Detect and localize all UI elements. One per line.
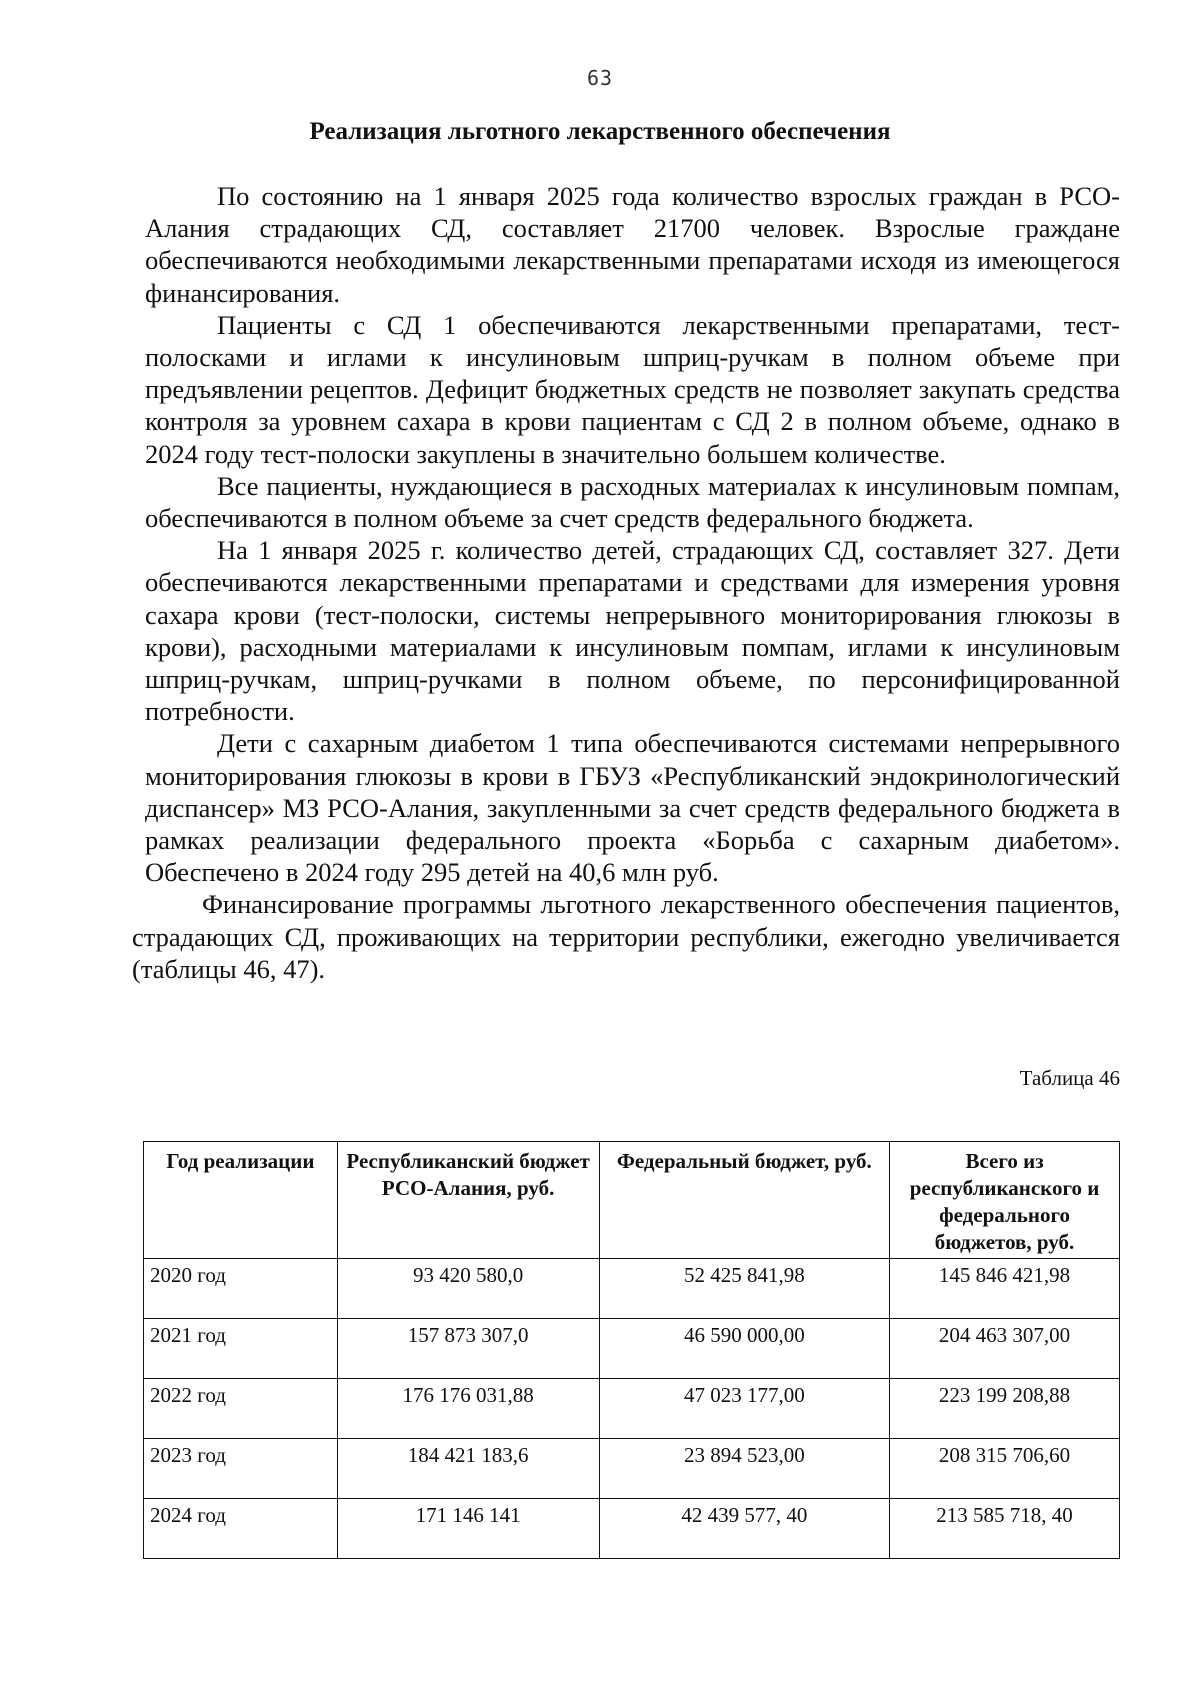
column-header-total: Всего из республиканского и федерального бюджетов, руб. xyxy=(890,1142,1120,1259)
cell-year: 2023 год xyxy=(144,1439,338,1499)
cell-year: 2022 год xyxy=(144,1379,338,1439)
cell-total: 204 463 307,00 xyxy=(890,1319,1120,1379)
column-header-year: Год реализации xyxy=(144,1142,338,1259)
table-row xyxy=(144,1379,1120,1439)
cell-republic-budget: 157 873 307,0 xyxy=(337,1319,599,1379)
table-row xyxy=(144,1319,1120,1379)
cell-federal-budget: 52 425 841,98 xyxy=(599,1259,890,1319)
cell-republic-budget: 171 146 141 xyxy=(337,1499,599,1559)
cell-federal-budget: 46 590 000,00 xyxy=(599,1319,890,1379)
funding-table xyxy=(143,1141,1120,1559)
body-text xyxy=(132,180,1120,985)
cell-year: 2020 год xyxy=(144,1259,338,1319)
cell-federal-budget: 47 023 177,00 xyxy=(599,1379,890,1439)
cell-total: 213 585 718, 40 xyxy=(890,1499,1120,1559)
table-row xyxy=(144,1499,1120,1559)
cell-year: 2021 год xyxy=(144,1319,338,1379)
cell-republic-budget: 184 421 183,6 xyxy=(337,1439,599,1499)
table-row xyxy=(144,1439,1120,1499)
page-number: 63 xyxy=(586,66,614,90)
paragraph: Дети с сахарным диабетом 1 типа обеспечиваются системами непрерывного мониторирования глюкозы в крови в ГБУЗ «Республиканский эндокринологический диспансер» МЗ РСО-Алания, закупленными за счет средств федерального бюджета в рамках реализации федерального проекта «Борьба с сахарным диабетом». Обеспечено в 2024 году 295 детей на 40,6 млн руб. xyxy=(145,728,1120,888)
paragraph: Пациенты с СД 1 обеспечиваются лекарственными препаратами, тест-полосками и иглами к инсулиновым шприц-ручкам в полном объеме при предъявлении рецептов. Дефицит бюджетных средств не позволяет закупать средства контроля за уровнем сахара в крови пациентам с СД 2 в полном объеме, однако в 2024 году тест-полоски закуплены в значительно большем количестве. xyxy=(145,309,1120,469)
cell-total: 145 846 421,98 xyxy=(890,1259,1120,1319)
column-header-republic-budget: Республиканский бюджет РСО-Алания, руб. xyxy=(337,1142,599,1259)
paragraph: По состоянию на 1 января 2025 года количество взрослых граждан в РСО-Алания страдающих СД, составляет 21700 человек. Взрослые граждане обеспечиваются необходимыми лекарственными препаратами исходя из имеющегося финансирования. xyxy=(145,181,1120,308)
cell-republic-budget: 93 420 580,0 xyxy=(337,1259,599,1319)
paragraph: На 1 января 2025 г. количество детей, страдающих СД, составляет 327. Дети обеспечиваются лекарственными препаратами и средствами для измерения уровня сахара крови (тест-полоски, системы непрерывного мониторирования глюкозы в крови), расходными материалами к инсулиновым помпам, иглами к инсулиновым шприц-ручкам, шприц-ручками в полном объеме, по персонифицированной потребности. xyxy=(145,535,1120,727)
section-title: Реализация льготного лекарственного обеспечения xyxy=(309,118,891,145)
paragraph: Все пациенты, нуждающиеся в расходных материалах к инсулиновым помпам, обеспечиваются в полном объеме за счет средств федерального бюджета. xyxy=(145,470,1120,534)
cell-federal-budget: 23 894 523,00 xyxy=(599,1439,890,1499)
cell-republic-budget: 176 176 031,88 xyxy=(337,1379,599,1439)
paragraph: Финансирование программы льготного лекарственного обеспечения пациентов, страдающих СД, проживающих на территории республики, ежегодно увеличивается (таблицы 46, 47). xyxy=(132,889,1120,984)
cell-total: 223 199 208,88 xyxy=(890,1379,1120,1439)
cell-federal-budget: 42 439 577, 40 xyxy=(599,1499,890,1559)
table-caption: Таблица 46 xyxy=(1019,1066,1120,1090)
cell-year: 2024 год xyxy=(144,1499,338,1559)
cell-total: 208 315 706,60 xyxy=(890,1439,1120,1499)
table-header-row xyxy=(144,1142,1120,1259)
table-row xyxy=(144,1259,1120,1319)
column-header-federal-budget: Федеральный бюджет, руб. xyxy=(599,1142,890,1259)
